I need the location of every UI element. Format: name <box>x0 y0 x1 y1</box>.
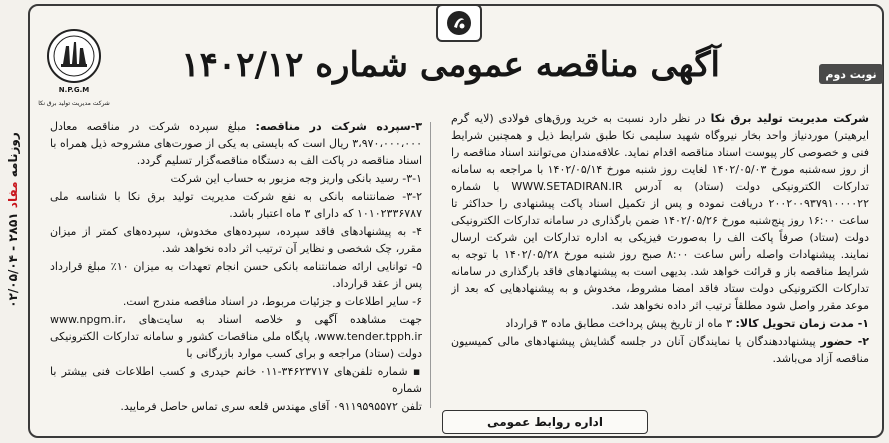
deposit-option-1: ۳-۱- رسید بانکی واریز وجه مزبور به حساب این شرکت <box>170 172 422 185</box>
logo-text: N.P.G.M <box>58 86 90 94</box>
newspaper-brand: مفاد <box>6 181 20 209</box>
attendance-clause-text: پیشنهاددهندگان یا نمایندگان آنان در جلسه گشایش پیشنهادهای مالی کمیسیون مناقصه آزاد می‌باشد. <box>451 335 869 365</box>
intro-text: در نظر دارد نسبت به خرید ورق‌های فولادی (لایه گرم ایرهیتر) موردنیاز واحد بخار نیروگاه شهید سلیمی نکا طبق شرایط ذیل و همچنین شرایط فنی و خصوصی کار پیوست اسناد مناقصه اقدام نماید. علاقه‌مندان می‌توانند اسناد مناقصه را از روز سه‌شنبه مورخ ۱۴۰۲/۰۵/۰۳ لغایت روز شنبه مورخ ۱۴۰۲/۰۵/۱۴ با مراجعه به سامانه تدارکات الکترونیکی دولت (ستاد) به آدرس WWW.SETADIRAN.IR با شماره ۲۰۰۲۰۰۹۳۷۹۱۰۰۰۰۲۲ دریافت نموده و پس از تکمیل اسناد پاکت پیشنهادی را حداکثر تا ساعت ۱۶:۰۰ روز پنج‌شنبه مورخ ۱۴۰۲/۰۵/۲۶ ضمن بارگذاری در سامانه تدارکات الکترونیکی دولت (ستاد) صرفاً پاکت الف را به‌صورت فیزیکی به اداره تدارکات این شرکت ارسال نمایند. پیشنهادات واصله رأس ساعت ۸:۰۰ صبح روز شنبه مورخ ۱۴۰۲/۰۵/۲۸ با توجه به شرایط مناقصه باز و قرائت خواهد شد. بدیهی است به پیشنهادهای فاقد بارگذاری در سامانه تدارکات الکترونیکی دولت ستاد فاقد امضا مشروط، مخدوش و به پیشنهادهایی که بعد از موعد مقرر واصل شود مطلقاً ترتیب اثر داده نخواهد شد. <box>451 112 869 312</box>
public-relations-footer: اداره روابط عمومی <box>442 410 648 434</box>
deposit-clause-text: مبلغ سپرده شرکت در مناقصه معادل ۳،۹۷۰،۰۰۰،۰۰۰ ریال است که بایستی به یکی از صورت‌های مشروحه ذیل همراه با اسناد مناقصه در پاکت الف به دستگاه مناقصه‌گزار تسلیم گردد. <box>50 120 422 167</box>
company-name-caption: شرکت مدیریت تولید برق نکا <box>38 100 110 107</box>
guarantee-clause: ۵- توانایی ارائه ضمانتنامه بانکی حسن انجام تعهدات به میزان ۱۰٪ مبلغ قرارداد پس از عقد قرارداد. <box>50 260 422 290</box>
intro-paragraph <box>451 110 869 314</box>
company-name: شرکت مدیریت تولید برق نکا <box>710 112 869 125</box>
newspaper-side-strip <box>0 0 26 443</box>
page-title: آگهی مناقصه عمومی شماره ۱۴۰۲/۱۲ <box>181 45 720 85</box>
power-plant-logo-icon <box>46 28 102 84</box>
newspaper-emblem-icon <box>436 4 482 42</box>
round-badge: نوبت دوم <box>819 64 883 84</box>
delivery-clause <box>451 315 869 332</box>
deposit-clause-label: ۳-سپرده شرکت در مناقصه: <box>255 120 422 133</box>
other-info-clause: ۶- سایر اطلاعات و جزئیات مربوط، در اسناد مناقصه مندرج است. <box>122 295 422 308</box>
newspaper-masthead <box>3 10 23 430</box>
attendance-clause-label: ۲- حضور <box>820 335 869 348</box>
attendance-clause <box>451 333 869 367</box>
deposit-option-2: ۳-۲- ضمانتنامه بانکی به نفع شرکت مدیریت تولید برق نکا با شناسه ملی ۱۰۱۰۲۳۳۶۷۸۷ که دارای ۳ ماه اعتبار باشد. <box>50 190 422 220</box>
company-logo <box>34 28 114 116</box>
contact-line-1: ▪ شماره تلفن‌های ۳۴۶۲۳۷۱۷-۰۱۱ خانم حیدری و کسب اطلاعات فنی بیشتر با شماره <box>50 365 422 395</box>
websites-text: جهت مشاهده آگهی و خلاصه اسناد به سایت‌های www.npgm.ir، www.tender.tpph.ir، پایگاه ملی مناقصات کشور و سامانه تدارکات الکترونیکی دولت (ستاد) مراجعه و برای کسب موارد بازرگانی با <box>50 313 422 360</box>
delivery-clause-text: ۳ ماه از تاریخ پیش پرداخت مطابق ماده ۳ قرارداد <box>505 317 732 330</box>
invalid-deposit-clause: ۴- به پیشنهادهای فاقد سپرده، سپرده‌های مخدوش، سپرده‌های کمتر از میزان مقرر، چک شخصی و نظایر آن ترتیب اثر داده نخواهد شد. <box>50 225 422 255</box>
contact-line-2: تلفن ۰۹۱۱۹۵۹۵۵۷۲ آقای مهندس قلعه سری تماس حاصل فرمایید. <box>120 400 422 413</box>
column-divider <box>430 122 431 408</box>
deposit-clause <box>50 118 422 169</box>
newspaper-label: روزنامه <box>6 132 20 178</box>
notice-body-left <box>50 118 422 418</box>
delivery-clause-label: ۱- مدت زمان تحویل کالا: <box>735 317 869 330</box>
newspaper-issue: ۲۸۵۱ - ۰۲/۰۵/۰۴ <box>6 212 20 308</box>
notice-body-right <box>451 110 869 410</box>
